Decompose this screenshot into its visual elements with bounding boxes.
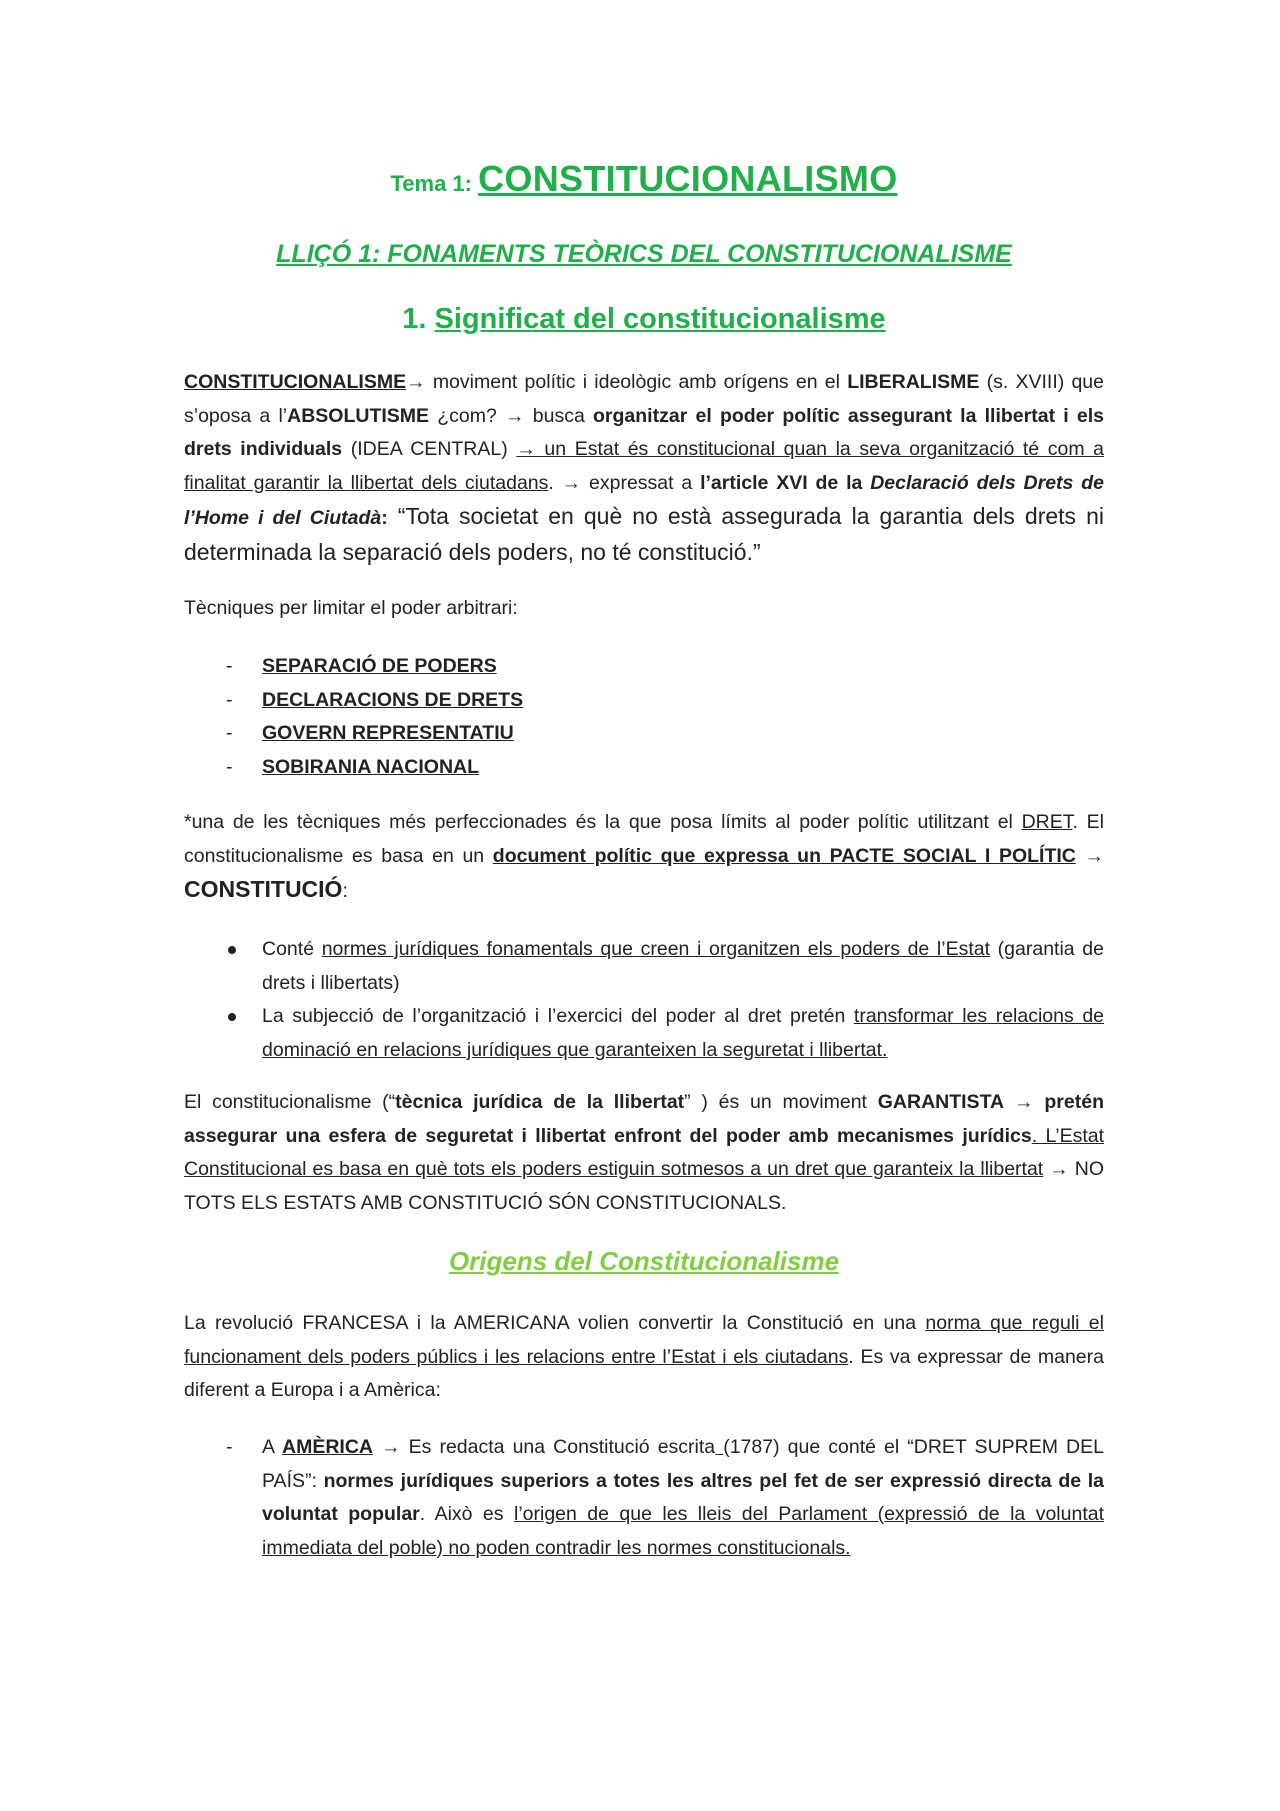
normes-superiors: normes jurídiques superiors a totes les altres pel fet de ser expressió directa de la voluntat popular <box>262 1469 1105 1525</box>
text: → moviment polític i ideològic amb orígens en el <box>406 371 848 393</box>
term-america: AMÈRICA <box>282 1436 373 1458</box>
page-title <box>184 158 1104 200</box>
constitution-bullets <box>184 933 1104 1067</box>
paragraph-definition <box>184 366 1104 571</box>
list-item: - SEPARACIÓ DE PODERS <box>226 655 497 677</box>
list-item: - GOVERN REPRESENTATIU <box>226 722 514 744</box>
list-item: - A AMÈRICA → Es redacta una Constitució escrita (1787) que conté el “DRET SUPREM DEL PAÍS”: normes jurídiques superiors a totes les altres pel fet de ser expressió directa de la voluntat popular. Això es l’origen de que les lleis del Parlament (expressió de la voluntat immediata del poble) no poden contradir les normes constitucionals. <box>226 1436 1105 1559</box>
section-number: 1. <box>402 303 427 335</box>
text: (IDEA CENTRAL) <box>342 438 517 460</box>
definition-underlined: → un Estat és constitucional quan la seva organització té com a finalitat garantir la llibertat dels ciutadans <box>184 438 1104 494</box>
central-idea: organitzar el poder polític assegurant la llibertat i els drets individuals <box>184 404 1105 460</box>
lesson-heading: LLIÇÓ 1: FONAMENTS TEÒRICS DEL CONSTITUCIONALISME <box>276 240 1012 268</box>
article-ref: l’article XVI de la <box>700 471 871 494</box>
term-absolutisme: ABSOLUTISME <box>287 404 430 427</box>
list-item: - DECLARACIONS DE DRETS <box>226 688 524 711</box>
text: ¿com? → busca <box>429 404 594 427</box>
tecnica-juridica: tècnica jurídica de la llibertat <box>395 1091 685 1113</box>
term-constitucio: CONSTITUCIÓ <box>184 876 343 902</box>
bullet-icon <box>228 1013 236 1021</box>
paragraph-techniques: *una de les tècniques més perfeccionades és la que posa límits al poder polític utilitzant el DRET. El constitucionalisme es basa en un document polític que expressa un PACTE SOCIAL I POLÍTIC → CONSTITUCIÓ: <box>184 811 1105 902</box>
text: : <box>381 507 388 529</box>
list-item: La subjecció de l’organització i l’exercici del poder al dret pretén transformar les relacions de dominació en relacions jurídiques que garanteixen la seguretat i llibertat. <box>184 1000 1104 1067</box>
list-item: Conté normes jurídiques fonamentals que creen i organitzen els poders de l’Estat (garantia de drets i llibertats) <box>184 933 1104 1000</box>
declaration-quote: “Tota societat en què no està assegurada la garantia dels drets ni determinada la separació dels poders, no té constitució.” <box>184 503 1104 565</box>
garantista-text: GARANTISTA → pretén assegurar una esfera de seguretat i llibertat enfront del poder amb mecanismes jurídics <box>184 1091 1104 1147</box>
text: (s. XVIII) que s’oposa a l’ <box>184 371 1104 427</box>
paragraph-origins: La revolució FRANCESA i la AMERICANA volien convertir la Constitució en una norma que reguli el funcionament dels poders públics i les relacions entre l’Estat i els ciutadans. Es va expressar de manera diferent a Europa i a Amèrica: <box>184 1312 1104 1401</box>
text: . → expressat a <box>548 471 701 494</box>
list-item: - SOBIRANIA NACIONAL <box>226 755 480 778</box>
techniques-intro: Tècniques per limitar el poder arbitrari: <box>184 597 518 619</box>
title-main: CONSTITUCIONALISMO <box>478 158 898 199</box>
techniques-list <box>184 650 1104 784</box>
origen-underlined: l’origen de que les lleis del Parlament (expressió de la voluntat immediata del poble) no poden contradir les normes constitucionals. <box>262 1503 1105 1559</box>
norma-underlined: norma que reguli el funcionament dels poders públics i les relacions entre l’Estat i els ciutadans <box>184 1312 1104 1368</box>
term-dret: DRET <box>1021 811 1073 833</box>
term-liberalisme: LIBERALISME <box>847 371 980 393</box>
term-constitucionalisme: CONSTITUCIONALISME <box>184 371 407 393</box>
bullet-icon <box>228 946 236 954</box>
pacte-social: document polític que expressa un PACTE SOCIAL I POLÍTIC <box>492 844 1076 867</box>
section-title: Significat del constitucionalisme <box>434 303 886 335</box>
origins-heading: Origens del Constitucionalisme <box>448 1246 840 1276</box>
title-prefix: Tema 1: <box>390 171 479 196</box>
section-heading <box>184 303 1104 336</box>
paragraph-garantista: El constitucionalisme (“tècnica jurídica de la llibertat” ) és un moviment GARANTISTA → pretén assegurar una esfera de seguretat i llibertat enfront del poder amb mecanismes jurídics. L’Estat Constitucional es basa en què tots els poders estiguin sotmesos a un dret que garanteix la llibertat → NO TOTS ELS ESTATS AMB CONSTITUCIÓ SÓN CONSTITUCIONALS. <box>184 1091 1105 1214</box>
declaration-title: Declaració dels Drets de l’Home i del Ciutadà <box>184 471 1104 529</box>
estat-constitucional: . L’Estat Constitucional es basa en què tots els poders estiguin sotmesos a un dret que garanteix la llibertat <box>184 1124 1105 1180</box>
america-item <box>184 1431 1104 1565</box>
